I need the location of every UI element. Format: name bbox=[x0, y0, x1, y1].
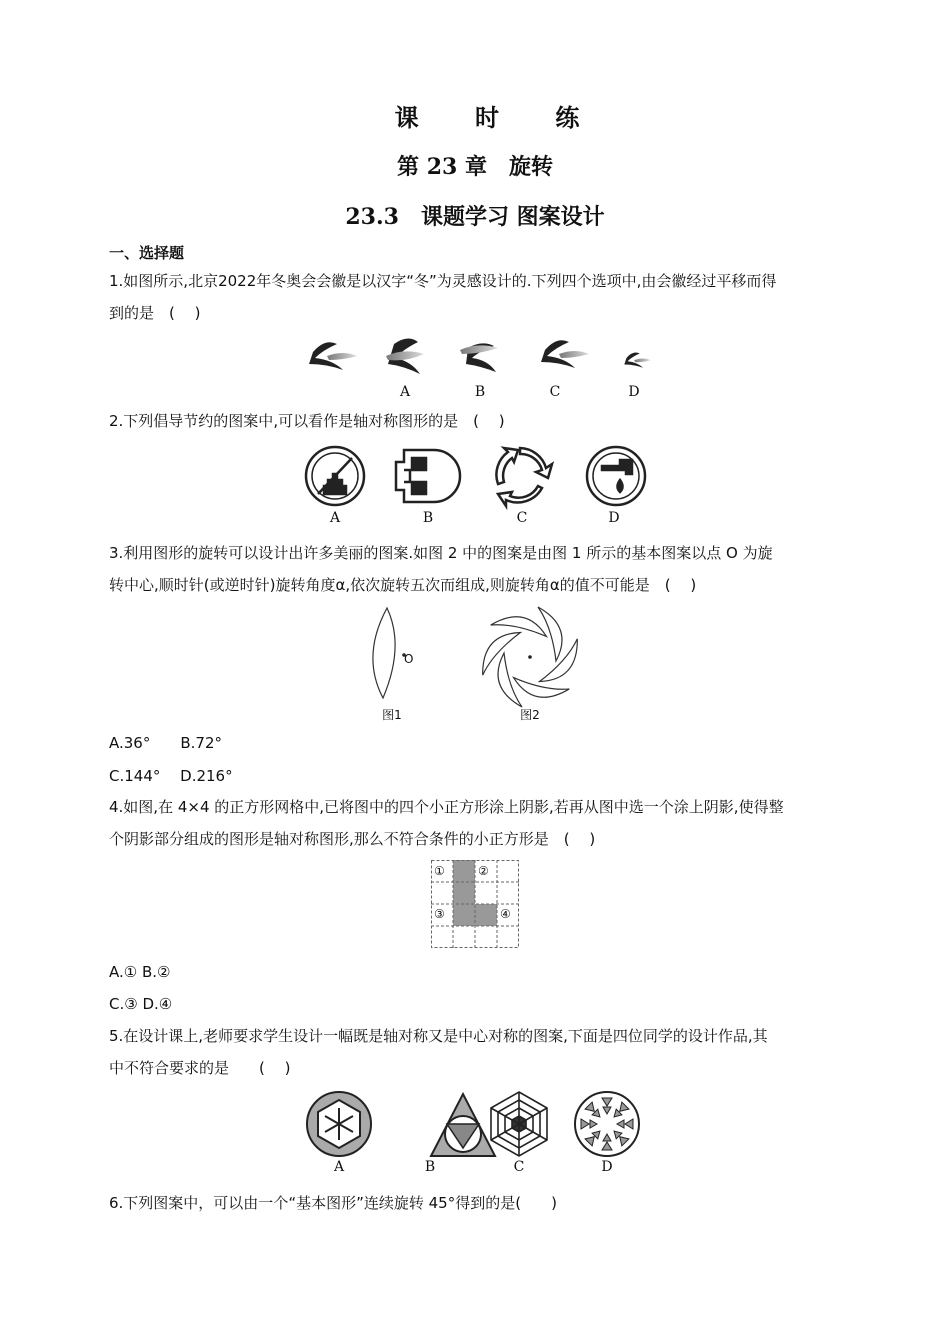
emblem-option-b bbox=[460, 343, 498, 372]
q4-text-line2: 个阴影部分组成的图形是轴对称图形,那么不符合条件的小正方形是 ( ) bbox=[109, 830, 596, 848]
q3-options-line2: C.144° D.216° bbox=[109, 767, 233, 785]
q3-figure-2 bbox=[470, 602, 590, 712]
saving-figure-d bbox=[587, 447, 645, 505]
q1-label-c: C bbox=[549, 384, 561, 400]
q5-label-d: D bbox=[601, 1159, 613, 1175]
emblem-option-c bbox=[541, 340, 589, 368]
saving-figure-b bbox=[396, 450, 460, 502]
q5-text-line1: 5.在设计课上,老师要求学生设计一幅既是轴对称又是中心对称的图案,下面是四位同学的设计作品,其 bbox=[109, 1027, 768, 1045]
design-figure-c bbox=[491, 1092, 547, 1156]
saving-figure-a bbox=[306, 447, 364, 505]
emblem-option-d bbox=[624, 353, 650, 368]
lesson-title: 23.3 课题学习 图案设计 bbox=[345, 204, 605, 230]
q5-label-c: C bbox=[513, 1159, 525, 1175]
q4-cell-3: ③ bbox=[434, 907, 445, 921]
q2-label-a: A bbox=[329, 510, 341, 526]
page-title: 课 时 练 bbox=[394, 103, 604, 132]
q1-emblem-figures bbox=[295, 328, 655, 388]
q4-options-line2: C.③ D.④ bbox=[109, 995, 173, 1013]
q5-text-line2: 中不符合要求的是 ( ) bbox=[109, 1059, 291, 1077]
q5-label-a: A bbox=[333, 1159, 345, 1175]
design-figure-a bbox=[307, 1092, 371, 1156]
q3-text-line2: 转中心,顺时针(或逆时针)旋转角度α,依次旋转五次而组成,则旋转角α的值不可能是 ( ) bbox=[109, 576, 697, 594]
q6-text-line1: 6.下列图案中，可以由一个“基本图形”连续旋转 45°得到的是( ) bbox=[109, 1194, 557, 1212]
emblem-original bbox=[309, 342, 357, 370]
q1-text-line1: 1.如图所示,北京2022年冬奥会会徽是以汉字“冬”为灵感设计的.下列四个选项中,由会徽经过平移而得 bbox=[109, 272, 777, 290]
q3-text-line1: 3.利用图形的旋转可以设计出许多美丽的图案.如图 2 中的图案是由图 1 所示的基本图案以点 O 为旋 bbox=[109, 544, 773, 562]
q4-text-line1: 4.如图,在 4×4 的正方形网格中,已将图中的四个小正方形涂上阴影,若再从图中选一个涂上阴影,使得整 bbox=[109, 798, 784, 816]
section-heading: 一、选择题 bbox=[109, 244, 185, 262]
q3-fig1-caption: 图1 bbox=[382, 708, 402, 722]
q2-label-b: B bbox=[422, 510, 434, 526]
q5-label-b: B bbox=[424, 1159, 436, 1175]
q3-fig2-caption: 图2 bbox=[520, 708, 540, 722]
chapter-title: 第 23 章 旋转 bbox=[397, 154, 553, 180]
q1-label-a: A bbox=[399, 384, 411, 400]
q1-label-d: D bbox=[628, 384, 640, 400]
q2-label-d: D bbox=[608, 510, 620, 526]
q3-figure-1 bbox=[365, 606, 425, 702]
q3-options-line1: A.36° B.72° bbox=[109, 734, 222, 752]
q2-text-line1: 2.下列倡导节约的图案中,可以看作是轴对称图形的是 ( ) bbox=[109, 412, 505, 430]
q2-saving-figures bbox=[300, 444, 652, 508]
q3-point-o-label: O bbox=[404, 652, 414, 666]
q1-text-line2: 到的是 ( ) bbox=[109, 304, 201, 322]
q4-cell-4: ④ bbox=[500, 907, 511, 921]
q4-options-line1: A.① B.② bbox=[109, 963, 171, 981]
design-figure-b bbox=[431, 1094, 495, 1156]
q1-label-b: B bbox=[474, 384, 486, 400]
q4-cell-2: ② bbox=[478, 864, 489, 878]
q2-label-c: C bbox=[516, 510, 528, 526]
design-figure-d bbox=[575, 1092, 639, 1156]
emblem-option-a bbox=[386, 338, 424, 374]
q4-cell-1: ① bbox=[434, 864, 445, 878]
saving-figure-c bbox=[496, 448, 552, 506]
q5-design-figures bbox=[305, 1090, 645, 1158]
